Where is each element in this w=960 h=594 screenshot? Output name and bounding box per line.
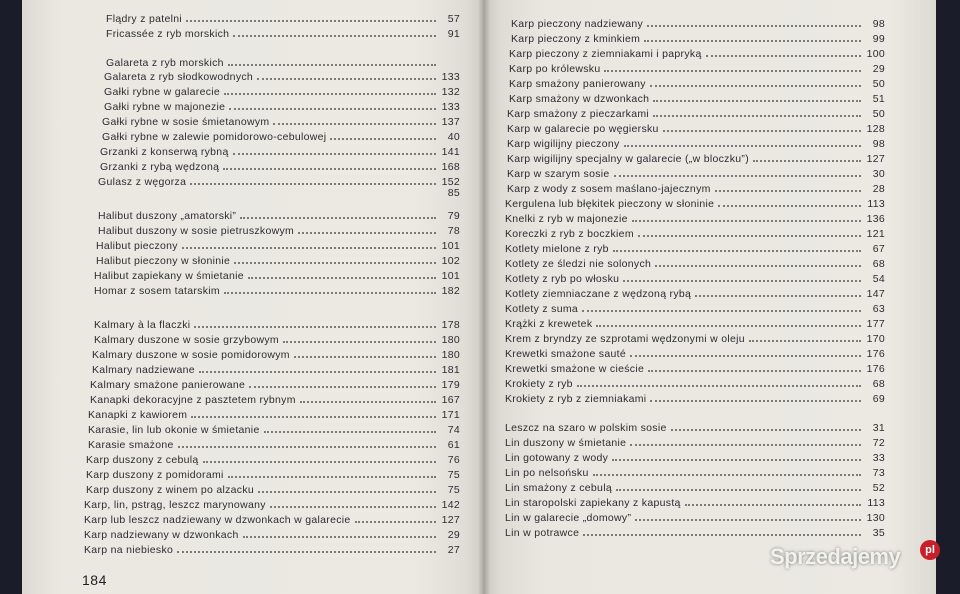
- left-index-entry: [86, 467, 460, 481]
- entry-title: Galareta z ryb morskich: [106, 57, 224, 69]
- right-index-entry: [509, 76, 885, 90]
- entry-page-number: 75: [447, 484, 460, 496]
- dot-leader: [248, 268, 436, 279]
- right-index-entry: [505, 465, 885, 479]
- entry-title: Lin smażony z cebulą: [505, 482, 612, 494]
- entry-page-number: 78: [447, 225, 460, 237]
- dot-leader: [706, 46, 861, 57]
- dot-leader: [257, 69, 436, 80]
- entry-page-number: 72: [872, 437, 885, 449]
- left-index-entry: [88, 407, 460, 421]
- entry-title: Flądry z patelni: [106, 13, 182, 25]
- entry-page-number: 177: [866, 318, 885, 330]
- dot-leader: [695, 286, 861, 297]
- dot-leader: [264, 422, 436, 433]
- left-index-entry: [90, 377, 460, 391]
- dot-leader: [194, 317, 436, 328]
- dot-leader: [300, 392, 436, 403]
- entry-page-number: 67: [872, 243, 885, 255]
- entry-title: Karp smażony panierowany: [509, 78, 646, 90]
- entry-page-number: 171: [441, 409, 460, 421]
- left-index-entry: [84, 497, 460, 511]
- entry-page-number: 142: [441, 499, 460, 511]
- left-index-entry: [86, 482, 460, 496]
- left-index-entry: [90, 392, 460, 406]
- dot-leader: [635, 510, 861, 521]
- entry-page-number: 52: [872, 482, 885, 494]
- dot-leader: [624, 136, 861, 147]
- left-index-entry: [98, 185, 460, 199]
- entry-page-number: 101: [441, 270, 460, 282]
- dot-leader: [199, 362, 436, 373]
- dot-leader: [650, 391, 861, 402]
- entry-page-number: 29: [872, 63, 885, 75]
- dot-leader: [223, 159, 436, 170]
- right-index-entry: [505, 376, 885, 390]
- entry-page-number: 68: [872, 378, 885, 390]
- entry-page-number: 98: [872, 138, 885, 150]
- dot-leader: [596, 316, 861, 327]
- right-index-entry: [507, 106, 885, 120]
- entry-page-number: 76: [447, 454, 460, 466]
- entry-title: Karasie smażone: [88, 439, 174, 451]
- entry-title: Halibut pieczony: [96, 240, 178, 252]
- entry-title: Gałki rybne w sosie śmietanowym: [102, 116, 270, 128]
- entry-title: Kotlety ze śledzi nie solonych: [505, 258, 652, 270]
- dot-leader: [249, 377, 436, 388]
- right-index-entry: [505, 391, 885, 405]
- entry-title: Karp wigilijny specjalny w galarecie („w bloczku”): [507, 153, 749, 165]
- entry-page-number: 40: [447, 131, 460, 143]
- dot-leader: [178, 437, 436, 448]
- entry-page-number: 179: [441, 379, 460, 391]
- entry-title: Halibut pieczony w słoninie: [96, 255, 231, 267]
- left-page: [22, 0, 483, 594]
- dot-leader: [191, 407, 436, 418]
- entry-page-number: 176: [866, 363, 885, 375]
- left-index-entry: [102, 114, 460, 128]
- entry-title: Lin w potrawce: [505, 527, 580, 539]
- right-index-entry: [505, 211, 885, 225]
- dot-leader: [203, 452, 436, 463]
- dot-leader: [190, 174, 436, 185]
- entry-title: Karp z wody z sosem maślano-jajecznym: [507, 183, 711, 195]
- dot-leader: [604, 61, 861, 72]
- entry-title: Lin duszony w śmietanie: [505, 437, 627, 449]
- dot-leader: [182, 238, 436, 249]
- right-index-entry: [505, 286, 885, 300]
- entry-title: Grzanki z rybą wędzoną: [100, 161, 220, 173]
- entry-title: Karp duszony z winem po alzacku: [86, 484, 255, 496]
- dot-leader: [270, 497, 436, 508]
- entry-page-number: 91: [447, 28, 460, 40]
- dot-leader: [228, 55, 436, 66]
- entry-title: Krewetki smażone sauté: [505, 348, 626, 360]
- entry-title: Leszcz na szaro w polskim sosie: [505, 422, 667, 434]
- left-index-entry: [104, 84, 460, 98]
- watermark-badge: pl: [920, 540, 940, 560]
- entry-title: Kergulena lub błękitek pieczony w słoninie: [505, 198, 715, 210]
- entry-page-number: 133: [441, 71, 460, 83]
- dot-leader: [283, 332, 436, 343]
- entry-page-number: 113: [867, 198, 885, 210]
- entry-title: Lin w galarecie „domowy”: [505, 512, 632, 524]
- entry-page-number: 30: [872, 168, 885, 180]
- dot-leader: [616, 480, 861, 491]
- dot-leader: [577, 376, 861, 387]
- left-index-list: [22, 0, 483, 594]
- entry-page-number: 28: [872, 183, 885, 195]
- entry-page-number: 75: [447, 469, 460, 481]
- entry-title: Knelki z ryb w majonezie: [505, 213, 628, 225]
- dot-leader: [583, 525, 861, 536]
- left-index-entry: [94, 317, 460, 331]
- entry-title: Koreczki z ryb z boczkiem: [505, 228, 634, 240]
- right-index-entry: [505, 495, 885, 509]
- entry-title: Karp smażony w dzwonkach: [509, 93, 650, 105]
- entry-title: Kalmary à la flaczki: [94, 319, 191, 331]
- entry-page-number: 101: [441, 240, 460, 252]
- entry-title: Karp pieczony z kminkiem: [511, 33, 641, 45]
- dot-leader: [753, 151, 861, 162]
- left-index-entry: [98, 223, 460, 237]
- entry-page-number: 127: [866, 153, 885, 165]
- dot-leader: [224, 283, 436, 294]
- entry-page-number: 121: [866, 228, 885, 240]
- entry-title: Lin po nelsońsku: [505, 467, 589, 479]
- left-index-entry: [106, 26, 460, 40]
- dot-leader: [653, 106, 861, 117]
- right-index-entry: [507, 181, 885, 195]
- entry-title: Karp w szarym sosie: [507, 168, 610, 180]
- entry-title: Krem z bryndzy ze szprotami wędzonymi w oleju: [505, 333, 745, 345]
- entry-title: Kanapki z kawiorem: [88, 409, 188, 421]
- entry-page-number: 57: [447, 13, 460, 25]
- entry-page-number: 50: [872, 108, 885, 120]
- left-index-entry: [94, 332, 460, 346]
- right-index-entry: [505, 420, 885, 434]
- left-index-entry: [92, 347, 460, 361]
- left-index-entry: [104, 69, 460, 83]
- entry-page-number: 136: [866, 213, 885, 225]
- left-index-entry: [104, 99, 460, 113]
- dot-leader: [224, 84, 436, 95]
- left-index-entry: [98, 208, 460, 222]
- entry-page-number: 137: [441, 116, 460, 128]
- right-index-entry: [507, 151, 885, 165]
- entry-page-number: 29: [447, 529, 460, 541]
- left-index-entry: [96, 238, 460, 252]
- entry-title: Kotlety ziemniaczane z wędzoną rybą: [505, 288, 692, 300]
- dot-leader: [233, 144, 436, 155]
- dot-leader: [685, 495, 861, 506]
- right-index-entry: [505, 301, 885, 315]
- dot-leader: [298, 223, 436, 234]
- left-index-entry: [100, 159, 460, 173]
- right-index-entry: [505, 525, 885, 539]
- entry-page-number: 54: [872, 273, 885, 285]
- dot-leader: [243, 527, 436, 538]
- left-index-entry: [84, 542, 460, 556]
- dot-leader: [177, 542, 436, 553]
- page-number: 184: [82, 572, 107, 588]
- right-index-entry: [505, 480, 885, 494]
- dot-leader: [593, 465, 861, 476]
- book-gutter: [478, 0, 490, 594]
- entry-title: Karp na niebiesko: [84, 544, 174, 556]
- dot-leader: [229, 99, 436, 110]
- dot-leader: [655, 256, 861, 267]
- right-index-entry: [505, 316, 885, 330]
- entry-page-number: 102: [441, 255, 460, 267]
- entry-title: Karp nadziewany w dzwonkach: [84, 529, 239, 541]
- left-index-entry: [106, 11, 460, 25]
- dot-leader: [355, 512, 436, 523]
- right-index-entry: [505, 331, 885, 345]
- entry-page-number: 167: [441, 394, 460, 406]
- dot-leader: [614, 166, 861, 177]
- entry-title: Kotlety z ryb po włosku: [505, 273, 620, 285]
- dot-leader: [273, 114, 436, 125]
- right-index-entry: [509, 61, 885, 75]
- entry-title: Gałki rybne w galarecie: [104, 86, 221, 98]
- entry-page-number: 170: [866, 333, 885, 345]
- entry-title: Karp po królewsku: [509, 63, 601, 75]
- dot-leader: [650, 76, 861, 87]
- left-index-entry: [88, 437, 460, 451]
- entry-page-number: 69: [872, 393, 885, 405]
- entry-page-number: 180: [441, 334, 460, 346]
- left-index-entry: [84, 527, 460, 541]
- entry-page-number: 152: [441, 176, 460, 188]
- entry-page-number: 33: [872, 452, 885, 464]
- entry-title: Karp lub leszcz nadziewany w dzwonkach w galarecie: [84, 514, 351, 526]
- right-index-entry: [511, 16, 885, 30]
- entry-title: Karp duszony z cebulą: [86, 454, 199, 466]
- entry-title: Gałki rybne w majonezie: [104, 101, 226, 113]
- entry-title: Kalmary duszone w sosie pomidorowym: [92, 349, 290, 361]
- entry-page-number: 85: [447, 187, 460, 199]
- dot-leader: [647, 16, 861, 27]
- entry-title: Karp wigilijny pieczony: [507, 138, 620, 150]
- entry-title: Halibut duszony w sosie pietruszkowym: [98, 225, 295, 237]
- dot-leader: [630, 346, 861, 357]
- entry-title: Kalmary nadziewane: [92, 364, 195, 376]
- dot-leader: [623, 271, 861, 282]
- entry-page-number: 50: [872, 78, 885, 90]
- entry-page-number: 181: [441, 364, 460, 376]
- entry-title: Karp duszony z pomidorami: [86, 469, 224, 481]
- entry-title: Karp pieczony z ziemniakami i papryką: [509, 48, 702, 60]
- dot-leader: [671, 420, 861, 431]
- dot-leader: [749, 331, 861, 342]
- right-index-entry: [505, 241, 885, 255]
- right-index-entry: [505, 435, 885, 449]
- entry-title: Karp, lin, pstrąg, leszcz marynowany: [84, 499, 266, 511]
- entry-page-number: 98: [872, 18, 885, 30]
- entry-page-number: 51: [872, 93, 885, 105]
- left-index-entry: [88, 422, 460, 436]
- dot-leader: [228, 467, 436, 478]
- dot-leader: [638, 226, 861, 237]
- entry-page-number: 113: [867, 497, 885, 509]
- left-index-entry: [100, 144, 460, 158]
- entry-title: Lin gotowany z wody: [505, 452, 609, 464]
- entry-page-number: 68: [872, 258, 885, 270]
- right-index-entry: [505, 361, 885, 375]
- entry-page-number: 182: [441, 285, 460, 297]
- right-index-entry: [505, 271, 885, 285]
- entry-title: Krokiety z ryb z ziemniakami: [505, 393, 647, 405]
- dot-leader: [240, 208, 436, 219]
- entry-page-number: 147: [866, 288, 885, 300]
- right-index-entry: [505, 450, 885, 464]
- entry-title: Galareta z ryb słodkowodnych: [104, 71, 254, 83]
- left-index-entry: [102, 129, 460, 143]
- entry-title: Kotlety mielone z ryb: [505, 243, 609, 255]
- entry-page-number: 133: [441, 101, 460, 113]
- entry-title: Karp pieczony nadziewany: [511, 18, 644, 30]
- dot-leader: [613, 241, 861, 252]
- entry-title: Karasie, lin lub okonie w śmietanie: [88, 424, 260, 436]
- dot-leader: [234, 253, 436, 264]
- dot-leader: [186, 11, 436, 22]
- right-index-entry: [505, 226, 885, 240]
- right-page: [483, 0, 936, 594]
- dot-leader: [233, 26, 436, 37]
- entry-page-number: 27: [447, 544, 460, 556]
- dot-leader: [258, 482, 436, 493]
- entry-title: Karp w galarecie po węgiersku: [507, 123, 659, 135]
- right-index-entry: [505, 346, 885, 360]
- dot-leader: [663, 121, 861, 132]
- watermark-logo: Sprzedajemy: [770, 544, 901, 569]
- entry-page-number: 74: [447, 424, 460, 436]
- dot-leader: [644, 31, 861, 42]
- right-index-entry: [511, 31, 885, 45]
- right-index-entry: [507, 136, 885, 150]
- entry-title: Kalmary duszone w sosie grzybowym: [94, 334, 279, 346]
- entry-title: Kalmary smażone panierowane: [90, 379, 246, 391]
- dot-leader: [715, 181, 861, 192]
- dot-leader: [648, 361, 861, 372]
- entry-title: Lin staropolski zapiekany z kapustą: [505, 497, 681, 509]
- right-index-entry: [505, 196, 885, 210]
- right-index-entry: [505, 510, 885, 524]
- entry-page-number: 130: [866, 512, 885, 524]
- entry-title: Krewetki smażone w cieście: [505, 363, 645, 375]
- entry-title: Halibut zapiekany w śmietanie: [94, 270, 244, 282]
- right-index-entry: [509, 46, 885, 60]
- entry-title: Karp smażony z pieczarkami: [507, 108, 650, 120]
- entry-page-number: 168: [441, 161, 460, 173]
- entry-title: Kotlety z suma: [505, 303, 579, 315]
- right-index-entry: [507, 121, 885, 135]
- left-index-entry: [84, 512, 460, 526]
- entry-title: Krokiety z ryb: [505, 378, 573, 390]
- entry-title: Gulasz z węgorza: [98, 176, 187, 188]
- right-index-entry: [509, 91, 885, 105]
- entry-page-number: 127: [441, 514, 460, 526]
- left-index-entry: [96, 253, 460, 267]
- left-index-entry: [92, 362, 460, 376]
- left-index-entry: [94, 268, 460, 282]
- dot-leader: [630, 435, 861, 446]
- entry-page-number: 100: [866, 48, 885, 60]
- entry-page-number: 35: [872, 527, 885, 539]
- entry-title: Kanapki dekoracyjne z pasztetem rybnym: [90, 394, 296, 406]
- left-index-entry: [106, 55, 460, 69]
- entry-page-number: 99: [872, 33, 885, 45]
- entry-page-number: 31: [872, 422, 885, 434]
- entry-page-number: 61: [447, 439, 460, 451]
- entry-page-number: 132: [441, 86, 460, 98]
- entry-page-number: 180: [441, 349, 460, 361]
- right-index-entry: [507, 166, 885, 180]
- entry-page-number: 79: [447, 210, 460, 222]
- dot-leader: [632, 211, 861, 222]
- entry-page-number: 178: [441, 319, 460, 331]
- left-index-entry: [86, 452, 460, 466]
- entry-page-number: 176: [866, 348, 885, 360]
- dot-leader: [653, 91, 861, 102]
- entry-title: Krążki z krewetek: [505, 318, 593, 330]
- entry-title: Homar z sosem tatarskim: [94, 285, 220, 297]
- entry-page-number: 63: [872, 303, 885, 315]
- entry-page-number: 141: [441, 146, 460, 158]
- entry-title: Halibut duszony „amatorski”: [98, 210, 237, 222]
- dot-leader: [612, 450, 861, 461]
- dot-leader: [294, 347, 436, 358]
- entry-title: Grzanki z konserwą rybną: [100, 146, 229, 158]
- dot-leader: [718, 196, 861, 207]
- entry-page-number: 128: [866, 123, 885, 135]
- entry-title: Fricassée z ryb morskich: [106, 28, 230, 40]
- entry-title: Gałki rybne w zalewie pomidorowo-cebulowej: [102, 131, 327, 143]
- left-index-entry: [94, 283, 460, 297]
- dot-leader: [582, 301, 861, 312]
- dot-leader: [330, 129, 436, 140]
- right-index-list: [483, 0, 936, 594]
- right-index-entry: [505, 256, 885, 270]
- entry-page-number: 73: [872, 467, 885, 479]
